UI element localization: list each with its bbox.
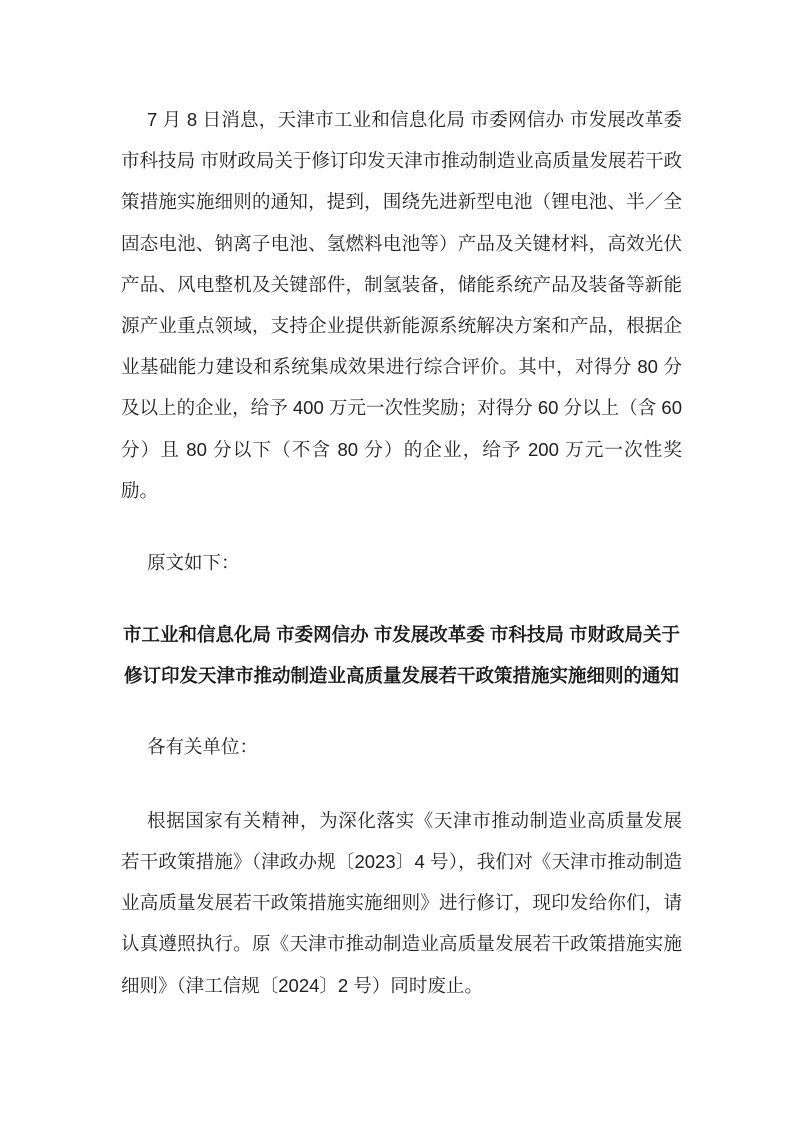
- salutation: 各有关单位：: [147, 735, 259, 757]
- body-paragraph: 根据国家有关精神，为深化落实《天津市推动制造业高质量发展若干政策措施》（津政办规〔2023〕4 号），我们对《天津市推动制造业高质量发展若干政策措施实施细则》进行修订，现印发给你们，请认真遵照执行。原《天津市推动制造业高质量发展若干政策措施实施细则》（津工信规〔2024〕2 号）同时废止。: [121, 809, 682, 996]
- source-lead: 原文如下：: [147, 552, 240, 574]
- notice-title: 市工业和信息化局 市委网信办 市发展改革委 市科技局 市财政局关于修订印发天津市推动制造业高质量发展若干政策措施实施细则的通知: [122, 624, 681, 687]
- intro-paragraph: 7 月 8 日消息，天津市工业和信息化局 市委网信办 市发展改革委 市科技局 市财政局关于修订印发天津市推动制造业高质量发展若干政策措施实施细则的通知，提到，围绕先进新型电池（锂电池、半／全固态电池、钠离子电池、氢燃料电池等）产品及关键材料，高效光伏产品、风电整机及关键部件，制氢装备，储能系统产品及装备等新能源产业重点领域，支持企业提供新能源系统解决方案和产品，根据企业基础能力建设和系统集成效果进行综合评价。其中，对得分 80 分及以上的企业，给予 400 万元一次性奖励；对得分 60 分以上（含 60 分）且 80 分以下（不含 80 分）的企业，给予 200 万元一次性奖励。: [121, 109, 682, 501]
